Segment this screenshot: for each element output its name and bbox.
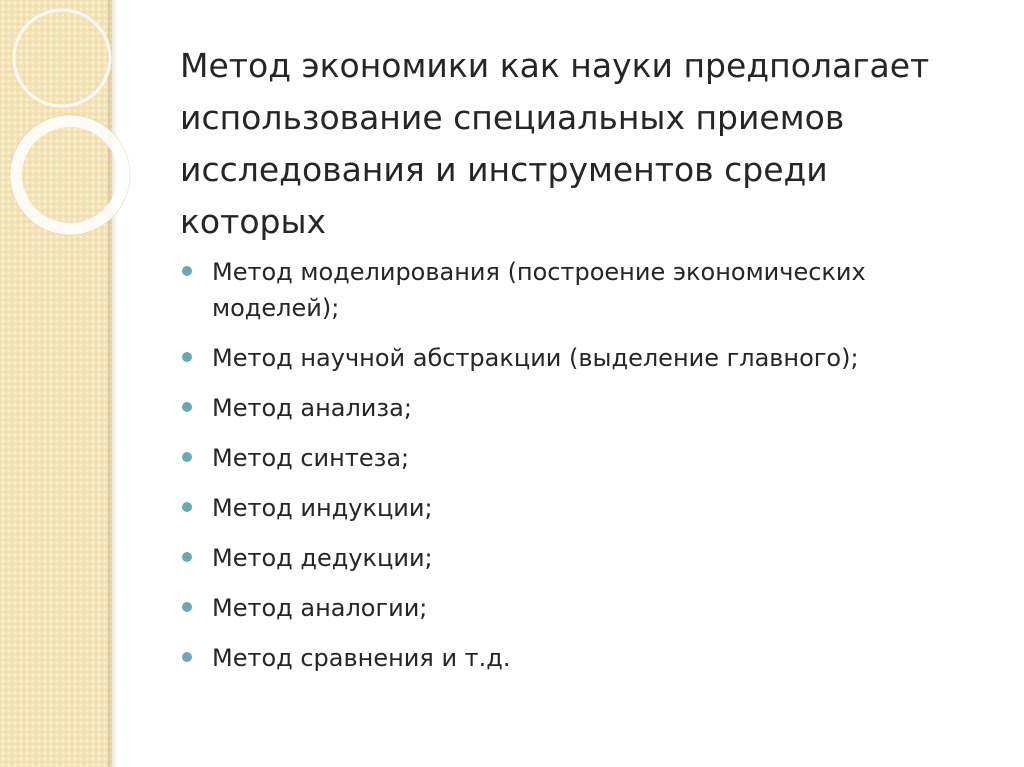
- bullet-item-analogy: [180, 590, 980, 626]
- bullet-item-comparison: [180, 640, 980, 676]
- bullet-item-modeling: [180, 254, 980, 326]
- bullet-icon: [182, 652, 192, 662]
- bullet-text: Метод сравнения и т.д.: [212, 644, 511, 672]
- bullet-item-analysis: [180, 390, 980, 426]
- bullet-text: Метод синтеза;: [212, 444, 410, 472]
- bullet-text: Метод научной абстракции (выделение главного);: [212, 344, 859, 372]
- bullet-item-synthesis: [180, 440, 980, 476]
- bullet-icon: [182, 352, 192, 362]
- bullet-text: Метод аналогии;: [212, 594, 428, 622]
- ring-lower: [16, 121, 124, 229]
- bullet-item-abstraction: [180, 340, 980, 376]
- bullet-text: Метод моделирования (построение экономических моделей);: [212, 258, 866, 322]
- bullet-list: [180, 254, 980, 676]
- bullet-text: Метод индукции;: [212, 494, 433, 522]
- slide-heading: Метод экономики как науки предполагает использование специальных приемов исследования и инструментов среди которых: [180, 46, 930, 241]
- slide-content: [180, 40, 980, 690]
- bullet-icon: [182, 552, 192, 562]
- bullet-icon: [182, 452, 192, 462]
- bullet-text: Метод дедукции;: [212, 544, 433, 572]
- bullet-item-induction: [180, 490, 980, 526]
- decorative-rings: [0, 0, 140, 260]
- ring-upper: [14, 10, 110, 106]
- bullet-icon: [182, 266, 192, 276]
- bullet-text: Метод анализа;: [212, 394, 412, 422]
- bullet-icon: [182, 502, 192, 512]
- bullet-icon: [182, 602, 192, 612]
- bullet-icon: [182, 402, 192, 412]
- bullet-item-deduction: [180, 540, 980, 576]
